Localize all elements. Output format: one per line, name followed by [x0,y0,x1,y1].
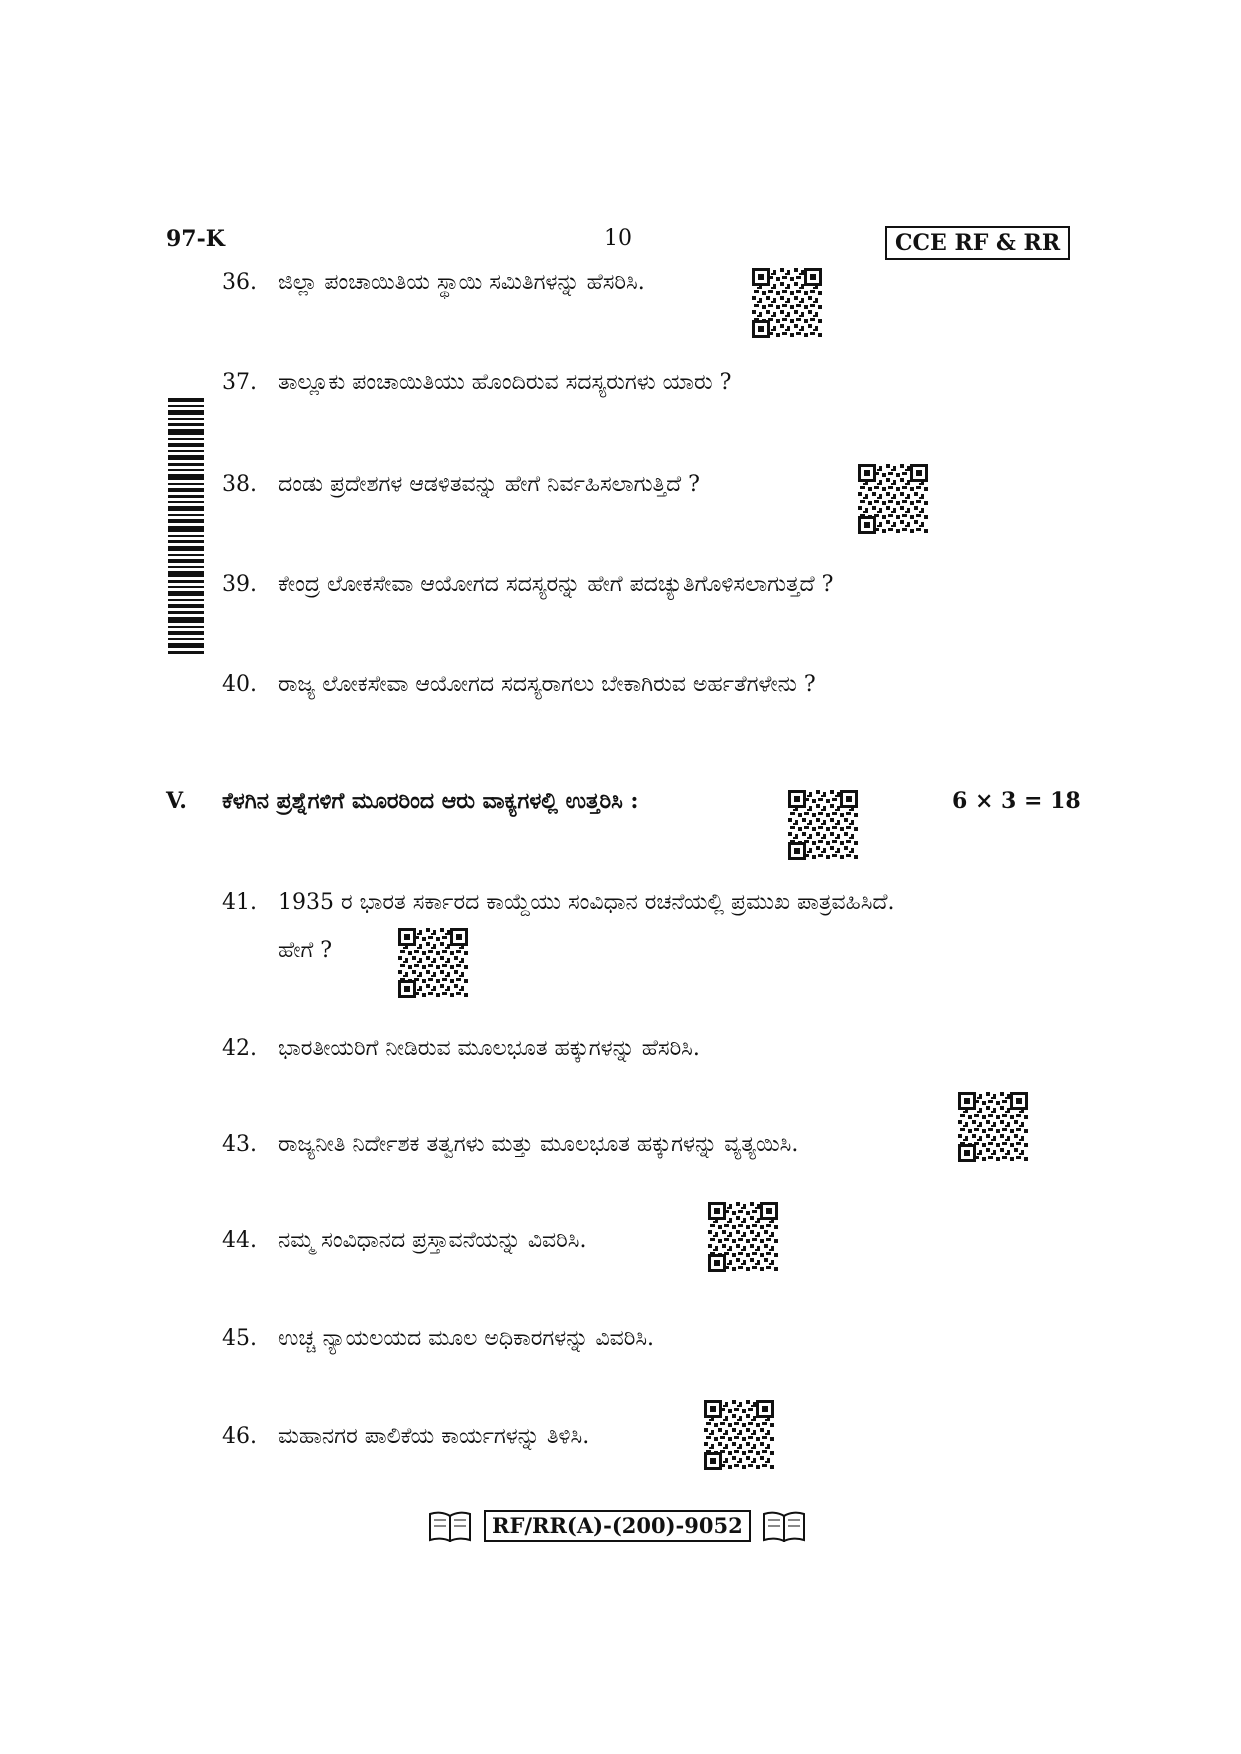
question-number: 41. [222,890,257,915]
qr-code-icon[interactable] [708,1202,778,1272]
question-text-continued: ಹೇಗೆ ? [278,938,333,963]
section-instruction: ಕೆಳಗಿನ ಪ್ರಶ್ನೆಗಳಿಗೆ ಮೂರರಿಂದ ಆರು ವಾಕ್ಯಗಳಲ್ಲಿ ಉತ್ತರಿಸಿ : [222,788,639,814]
question-text: ರಾಜ್ಯ ಲೋಕಸೇವಾ ಆಯೋಗದ ಸದಸ್ಯರಾಗಲು ಬೇಕಾಗಿರುವ ಅರ್ಹತೆಗಳೇನು ? [278,672,816,697]
question-number: 44. [222,1228,257,1253]
question-text: ರಾಜ್ಯನೀತಿ ನಿರ್ದೇಶಕ ತತ್ವಗಳು ಮತ್ತು ಮೂಲಭೂತ ಹಕ್ಕುಗಳನ್ನು ವ್ಯತ್ಯಯಿಸಿ. [278,1132,799,1157]
qr-code-icon[interactable] [788,790,858,860]
section-marks: 6 × 3 = 18 [952,788,1081,814]
question-number: 39. [222,572,257,597]
open-book-icon [762,1510,806,1542]
question-number: 45. [222,1326,257,1351]
section-number: V. [166,788,187,814]
question-number: 38. [222,472,257,497]
qr-code-icon[interactable] [752,268,822,338]
question-number: 42. [222,1036,257,1061]
question-text: ದಂಡು ಪ್ರದೇಶಗಳ ಆಡಳಿತವನ್ನು ಹೇಗೆ ನಿರ್ವಹಿಸಲಾಗುತ್ತಿದೆ ? [278,472,700,497]
question-text: ಉಚ್ಚ ನ್ಯಾಯಲಯದ ಮೂಲ ಅಧಿಕಾರಗಳನ್ನು ವಿವರಿಸಿ. [278,1326,655,1351]
footer-code: RF/RR(A)-(200)-9052 [484,1510,751,1542]
question-number: 43. [222,1132,257,1157]
barcode-icon [168,398,204,654]
qr-code-icon[interactable] [958,1092,1028,1162]
page-number: 10 [604,226,632,251]
question-text: ಮಹಾನಗರ ಪಾಲಿಕೆಯ ಕಾರ್ಯಗಳನ್ನು ತಿಳಿಸಿ. [278,1424,590,1449]
question-text: ತಾಲ್ಲೂಕು ಪಂಚಾಯಿತಿಯು ಹೊಂದಿರುವ ಸದಸ್ಯರುಗಳು ಯಾರು ? [278,370,732,395]
paper-code: 97-K [166,226,225,252]
qr-code-icon[interactable] [858,464,928,534]
question-text: ಕೇಂದ್ರ ಲೋಕಸೇವಾ ಆಯೋಗದ ಸದಸ್ಯರನ್ನು ಹೇಗೆ ಪದಚ್ಯುತಿಗೊಳಿಸಲಾಗುತ್ತದೆ ? [278,572,834,597]
question-text: 1935 ರ ಭಾರತ ಸರ್ಕಾರದ ಕಾಯ್ದೆಯು ಸಂವಿಧಾನ ರಚನೆಯಲ್ಲಿ ಪ್ರಮುಖ ಪಾತ್ರವಹಿಸಿದೆ. [278,890,895,915]
question-number: 40. [222,672,257,697]
question-number: 46. [222,1424,257,1449]
question-text: ಭಾರತೀಯರಿಗೆ ನೀಡಿರುವ ಮೂಲಭೂತ ಹಕ್ಕುಗಳನ್ನು ಹೆಸರಿಸಿ. [278,1036,700,1061]
question-number: 37. [222,370,257,395]
qr-code-icon[interactable] [704,1400,774,1470]
question-number: 36. [222,270,257,295]
series-label: CCE RF & RR [885,226,1070,260]
question-text: ನಮ್ಮ ಸಂವಿಧಾನದ ಪ್ರಸ್ತಾವನೆಯನ್ನು ವಿವರಿಸಿ. [278,1228,587,1253]
question-text: ಜಿಲ್ಲಾ ಪಂಚಾಯಿತಿಯ ಸ್ಥಾಯಿ ಸಮಿತಿಗಳನ್ನು ಹೆಸರಿಸಿ. [278,270,645,295]
qr-code-icon[interactable] [398,928,468,998]
open-book-icon [428,1510,472,1542]
